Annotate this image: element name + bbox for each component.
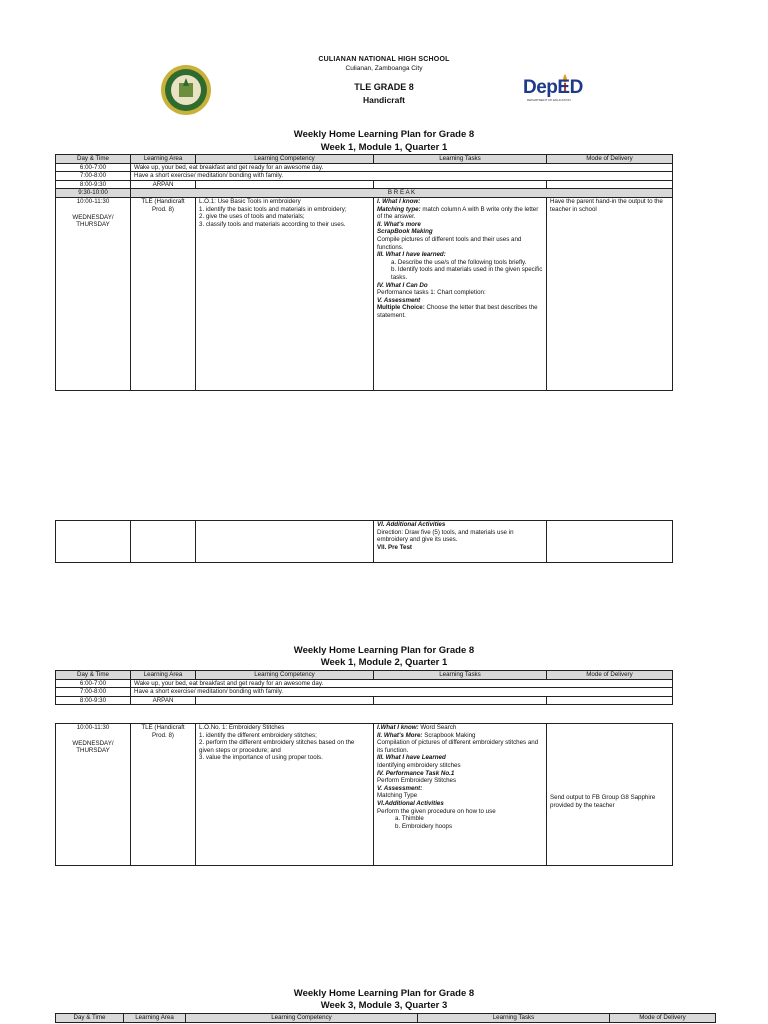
competency-item: 3. value the importance of using proper tools. <box>199 754 323 762</box>
plan1-subtitle: Week 1, Module 1, Quarter 1 <box>320 142 448 153</box>
routine-cell: Wake up, your bed, eat breakfast and get ready for an awesome day. <box>131 679 673 688</box>
competency-item: 2. perform the different embroidery stitches based on the given steps or procedure; and <box>199 739 355 754</box>
days-text: WEDNESDAY/ THURSDAY <box>72 213 114 229</box>
col-header: Mode of Delivery <box>610 1014 716 1023</box>
task-subitem: a. Thimble <box>395 815 424 823</box>
col-header: Mode of Delivery <box>547 155 673 164</box>
days-text: WEDNESDAY/ THURSDAY <box>72 739 114 755</box>
table-row <box>56 180 673 189</box>
task-text: Identifying embroidery stitches <box>377 761 461 769</box>
col-header: Learning Competency <box>186 1014 418 1023</box>
table-header-row <box>56 155 673 164</box>
col-header: Learning Tasks <box>374 671 547 680</box>
routine-cell: Have a short exercise/ meditation/ bonding with family. <box>131 172 673 181</box>
task-text: Compilation of pictures of different embroidery stitches and its function. <box>377 739 539 754</box>
task-text: Compile pictures of different tools and their uses and functions. <box>377 235 522 251</box>
plan2-title: Weekly Home Learning Plan for Grade 8 <box>293 645 475 656</box>
competency-item: 1. identify the different embroidery stitches; <box>199 731 317 739</box>
time-text: 10:00-11:30 <box>76 197 110 205</box>
plan1-table <box>55 154 673 391</box>
task-heading: I. What I know: <box>377 197 421 205</box>
competency-item: L.O.1: Use Basic Tools in embroidery <box>199 197 301 205</box>
deped-logo-text: DepED <box>523 77 583 98</box>
plan1-title: Weekly Home Learning Plan for Grade 8 <box>293 129 475 140</box>
break-row <box>56 189 673 198</box>
competency-cell <box>196 724 374 866</box>
task-text: Matching Type <box>377 792 418 800</box>
task-subitem: b. Embroidery hoops <box>395 822 453 830</box>
col-header: Learning Area <box>131 155 196 164</box>
plan3-subtitle: Week 3, Module 3, Quarter 3 <box>320 1000 448 1011</box>
area-cell: ARPAN <box>131 696 196 705</box>
table-row <box>56 679 673 688</box>
table-row <box>56 172 673 181</box>
school-name: CULIANAN NATIONAL HIGH SCHOOL <box>318 56 450 63</box>
area-cell: TLE (Handicraft Prod. 8) <box>131 724 196 866</box>
competency-item: 1. identify the basic tools and materials in embroidery; <box>199 205 347 213</box>
tasks-cell <box>374 521 547 563</box>
tasks-cell <box>374 724 547 866</box>
grade-title: TLE GRADE 8 <box>354 82 414 92</box>
col-header: Learning Area <box>124 1014 186 1023</box>
table-row <box>56 724 673 866</box>
routine-cell: Have a short exercise/ meditation/ bonding with family. <box>131 688 673 697</box>
task-heading: V. Assessment: <box>377 784 423 792</box>
task-text: Multiple Choice: Choose the letter that best describes the statement. <box>377 304 538 319</box>
task-text: II. What's More: Scrapbook Making <box>377 731 476 739</box>
time-cell: 6:00-7:00 <box>56 679 131 688</box>
task-heading: III. What I have Learned <box>377 754 446 762</box>
task-heading: IV. Performance Task No.1 <box>377 769 455 777</box>
task-subitem: a. Describe the use/s of the following tools briefly. <box>391 258 527 266</box>
time-text: 10:00-11:30 <box>76 724 110 731</box>
col-header: Learning Area <box>131 671 196 680</box>
school-city: Culianan, Zamboanga City <box>345 65 423 72</box>
col-header: Learning Competency <box>196 671 374 680</box>
task-text: Matching type: match column A with B write only the letter of the answer. <box>377 205 539 221</box>
area-cell: TLE (Handicraft Prod. 8) <box>131 197 196 390</box>
competency-item: L.O.No. 1: Embroidery Stitches <box>199 724 285 731</box>
col-header: Day & Time <box>56 1014 124 1023</box>
task-heading: III. What I have learned: <box>377 251 446 259</box>
break-label: B R E A K <box>131 189 673 198</box>
task-heading: VI. Additional Activities <box>377 521 446 528</box>
time-cell: 7:00-8:00 <box>56 688 131 697</box>
time-cell: 9:30-10:00 <box>56 189 131 198</box>
table-row <box>56 688 673 697</box>
task-heading: VII. Pre Test <box>377 543 412 551</box>
col-header: Learning Tasks <box>418 1014 610 1023</box>
plan1-continuation-table <box>55 520 673 563</box>
col-header: Mode of Delivery <box>547 671 673 680</box>
time-cell <box>56 197 131 390</box>
deped-logo-subtext: DEPARTMENT OF EDUCATION <box>527 98 571 102</box>
area-cell: ARPAN <box>131 180 196 189</box>
task-text: Direction: Draw five (5) tools, and materials use in embroidery and give its uses. <box>377 528 514 544</box>
col-header: Day & Time <box>56 155 131 164</box>
time-cell: 8:00-9:30 <box>56 696 131 705</box>
plan2-subtitle: Week 1, Module 2, Quarter 1 <box>320 657 448 668</box>
task-heading: II. What's more <box>377 220 421 228</box>
table-row <box>56 696 673 705</box>
task-heading: ScrapBook Making <box>377 228 433 236</box>
plan2-main-table <box>55 723 673 866</box>
task-text: Perform Embroidery Stitches <box>377 777 457 785</box>
time-cell: 6:00-7:00 <box>56 163 131 172</box>
task-heading: IV. What I Can Do <box>377 281 428 289</box>
tasks-cell <box>374 197 547 390</box>
table-row <box>56 163 673 172</box>
delivery-cell: Send output to FB Group G8 Sapphire provided by the teacher <box>547 724 673 866</box>
plan3-table <box>55 1013 716 1023</box>
task-text: I.What I know: Word Search <box>377 724 457 731</box>
table-row <box>56 521 673 563</box>
time-cell: 8:00-9:30 <box>56 180 131 189</box>
task-text: Performance tasks 1: Chart completion: <box>377 289 486 297</box>
task-heading: V. Assessment <box>377 296 421 304</box>
time-cell: 7:00-8:00 <box>56 172 131 181</box>
table-row <box>56 197 673 390</box>
table-header-row <box>56 671 673 680</box>
col-header: Learning Tasks <box>374 155 547 164</box>
table-header-row <box>56 1014 716 1023</box>
competency-item: 3. classify tools and materials according to their uses. <box>199 220 346 228</box>
time-cell <box>56 724 131 866</box>
col-header: Learning Competency <box>196 155 374 164</box>
competency-cell <box>196 197 374 390</box>
task-heading: VI.Additional Activities <box>377 799 444 807</box>
delivery-cell: Have the parent hand-in the output to the teacher in school <box>547 197 673 390</box>
task-text: Perform the given procedure on how to use <box>377 807 496 815</box>
col-header: Day & Time <box>56 671 131 680</box>
competency-item: 2. give the uses of tools and materials; <box>199 213 305 221</box>
plan3-title: Weekly Home Learning Plan for Grade 8 <box>293 988 475 999</box>
task-subitem: b. Identify tools and materials used in the given specific tasks. <box>391 266 543 281</box>
plan2-table <box>55 670 673 705</box>
subject-title: Handicraft <box>362 95 406 105</box>
routine-cell: Wake up, your bed, eat breakfast and get ready for an awesome day. <box>131 163 673 172</box>
